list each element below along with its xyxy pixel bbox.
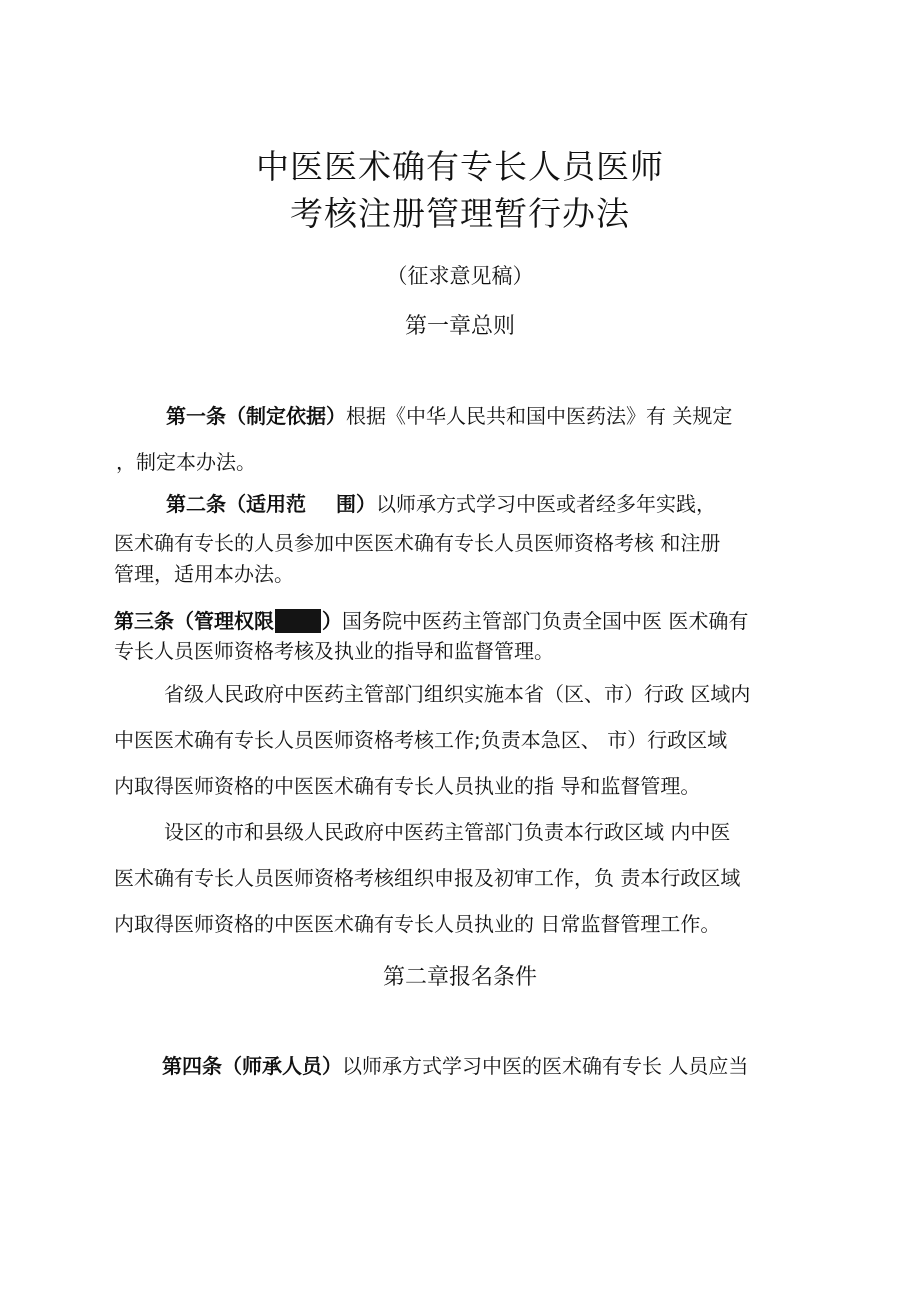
document-title-line-2: 考核注册管理暂行办法 xyxy=(290,194,630,233)
chapter-1-heading: 第一章总则 xyxy=(404,314,515,339)
article-2-line-3: 管理，适用本办法。 xyxy=(114,562,294,586)
county-paragraph-line-2: 医术确有专长人员医师资格考核组织申报及初审工作，负 责本行政区域 xyxy=(114,866,741,890)
article-1-line-2: ，制定本办法。 xyxy=(116,450,256,474)
article-1-text: 根据《中华人民共和国中医药法》有 关规定 xyxy=(346,404,733,428)
draft-subtitle: （征求意见稿） xyxy=(386,264,534,288)
provincial-paragraph-line-2: 中医医术确有专长人员医师资格考核工作;负责本急区、 市）行政区域 xyxy=(114,728,728,752)
article-4-text: 以师承方式学习中医的医术确有专长 人员应当 xyxy=(342,1054,749,1078)
article-3-heading-end: ） xyxy=(322,609,342,633)
article-2-heading: 第二条（适用范 xyxy=(166,492,306,516)
article-1-line-1 xyxy=(166,402,732,430)
redaction-block xyxy=(275,609,321,633)
article-4-heading: 第四条（师承人员） xyxy=(162,1054,342,1078)
article-3-line-2: 专长人员医师资格考核及执业的指导和监督管理。 xyxy=(114,639,554,663)
article-2-line-2: 医术确有专长的人员参加中医医术确有专长人员医师资格考核 和注册 xyxy=(114,531,721,555)
county-paragraph-line-1: 设区的市和县级人民政府中医药主管部门负责本行政区域 内中医 xyxy=(164,820,731,844)
article-3-text: 国务院中医药主管部门负责全国中医 医术确有 xyxy=(342,609,749,633)
article-4-line-1 xyxy=(162,1052,748,1080)
article-2-text: 以师承方式学习中医或者经多年实践， xyxy=(376,492,716,516)
article-1-heading: 第一条（制定依据） xyxy=(166,404,346,428)
document-title-line-1: 中医医术确有专长人员医师 xyxy=(256,147,664,186)
article-3-heading: 第三条（管理权限 xyxy=(114,609,274,633)
provincial-paragraph-line-3: 内取得医师资格的中医医术确有专长人员执业的指 导和监督管理。 xyxy=(114,774,701,798)
article-2-line-1 xyxy=(166,490,716,518)
article-3-line-1 xyxy=(114,607,748,635)
provincial-paragraph-line-1: 省级人民政府中医药主管部门组织实施本省（区、市）行政 区域内 xyxy=(164,682,751,706)
county-paragraph-line-3: 内取得医师资格的中医医术确有专长人员执业的 日常监督管理工作。 xyxy=(114,912,721,936)
chapter-2-heading: 第二章报名条件 xyxy=(382,965,537,990)
article-2-heading-end: 围） xyxy=(336,492,376,516)
